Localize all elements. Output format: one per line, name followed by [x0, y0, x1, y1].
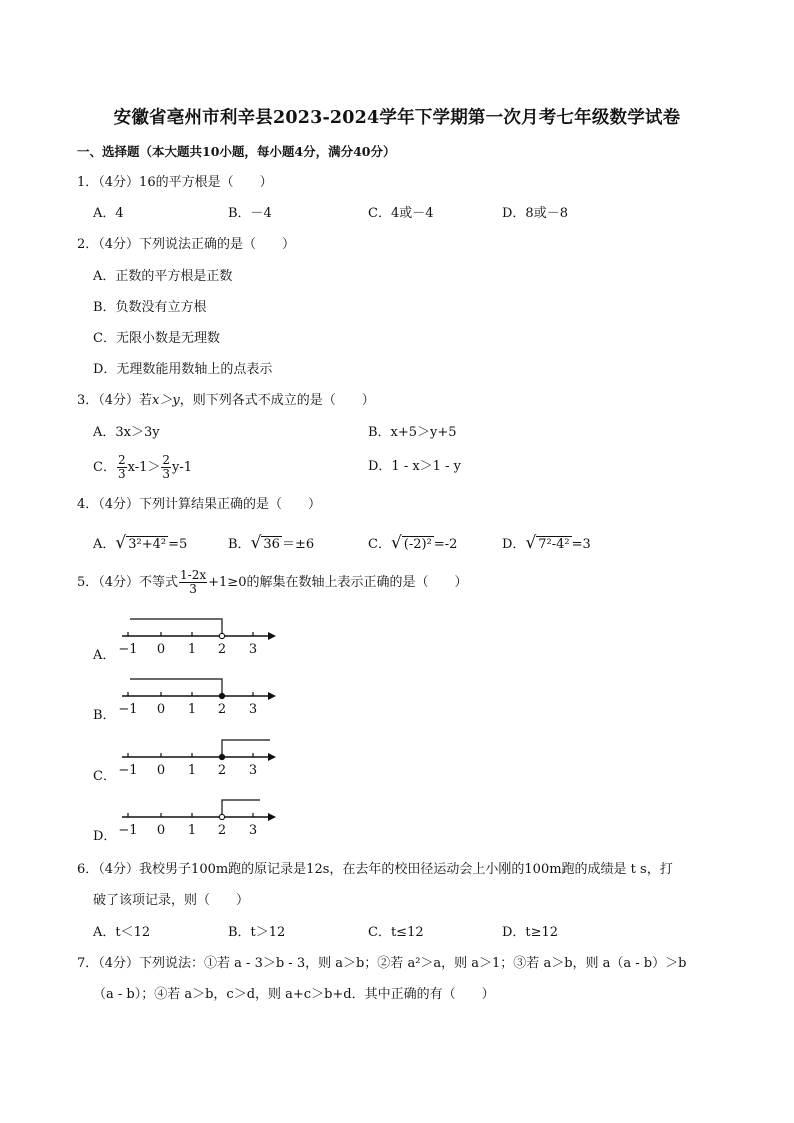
q1-option-c: C．4或－4: [368, 206, 434, 221]
q3-option-a: A．3x＞3y: [93, 425, 160, 440]
question-3-stem: [77, 392, 375, 410]
q3-stem-prefix: 3．（4分）若: [77, 393, 153, 408]
q6-option-d: D．t≥12: [502, 925, 559, 940]
q3-fraction-right: $\frac{2}{3}$: [162, 453, 171, 481]
q5-option-label: D．: [93, 829, 117, 844]
tick-label: 3: [248, 642, 258, 657]
q5-option-label: C．: [93, 769, 116, 784]
tick-label: 3: [248, 763, 258, 778]
tick-label: 3: [248, 702, 258, 717]
q1-option-b: B．－4: [228, 206, 272, 221]
closed-dot-icon: [219, 754, 224, 759]
axis-arrow-icon: [268, 753, 276, 761]
solution-ray: [222, 800, 260, 817]
q2-option-a: A．正数的平方根是正数: [93, 269, 233, 284]
q5-option-label: B．: [93, 708, 116, 723]
q3-stem-suffix: ，则下列各式不成立的是（ ）: [179, 393, 375, 408]
open-dot-icon: [219, 814, 224, 819]
tick-label: 2: [217, 702, 227, 717]
tick-label: 0: [156, 763, 166, 778]
tick-label: 2: [217, 642, 227, 657]
q4-option-d: D．√ 7²-4² =3: [502, 533, 591, 553]
axis-arrow-icon: [268, 632, 276, 640]
q3-condition: x＞y: [152, 393, 180, 408]
q3-option-b: B．x+5＞y+5: [368, 425, 457, 440]
number-line-3: [110, 793, 280, 827]
section-heading: 一、选择题（本大题共10小题，每小题4分，满分40分）: [77, 144, 396, 159]
q2-option-d: D．无理数能用数轴上的点表示: [93, 362, 273, 377]
q5-fraction: $\frac{1-2x}{3}$: [180, 568, 207, 596]
tick-label: −1: [118, 642, 138, 657]
question-5-stem: 5．（4分）不等式 $\frac{1-2x}{3}$ +1≥0的解集在数轴上表示正确的是（ ）: [77, 568, 468, 596]
tick-label: 1: [187, 642, 197, 657]
solution-ray: [130, 619, 222, 636]
q2-option-b: B．负数没有立方根: [93, 300, 207, 315]
q2-option-c: C．无限小数是无理数: [93, 331, 220, 346]
sqrt-icon: √: [525, 533, 537, 553]
tick-label: −1: [118, 763, 138, 778]
q3-option-d: D．1 - x＞1 - y: [368, 459, 461, 474]
closed-dot-icon: [219, 693, 224, 698]
q3-option-c: [93, 450, 192, 486]
tick-label: 2: [217, 763, 227, 778]
solution-ray: [222, 740, 270, 757]
q4-option-a: A．√ 3²+4² =5: [93, 533, 188, 553]
sqrt-icon: √: [250, 533, 262, 553]
question-6-line1: 6．（4分）我校男子100m跑的原记录是12s，在去年的校田径运动会上小刚的100m跑的成绩是 t s，打: [77, 862, 673, 877]
q3-fraction-left: $\frac{2}{3}$: [117, 453, 126, 481]
number-line-2: [110, 733, 280, 767]
open-dot-icon: [219, 633, 224, 638]
tick-label: 1: [187, 763, 197, 778]
number-line-1: [110, 672, 280, 706]
axis-arrow-icon: [268, 813, 276, 821]
question-7-line1: 7．（4分）下列说法：①若 a - 3＞b - 3，则 a＞b；②若 a²＞a，则 a＞1；③若 a＞b，则 a（a - b）＞b: [77, 956, 687, 971]
q6-option-b: B．t＞12: [228, 925, 286, 940]
exam-title: 安徽省亳州市利辛县2023-2024学年下学期第一次月考七年级数学试卷: [113, 108, 681, 128]
q3-option-c-left: x-1＞: [127, 460, 161, 475]
tick-label: 2: [217, 823, 227, 838]
q1-option-a: A．4: [93, 206, 124, 221]
q3-option-c-label: C．: [93, 460, 116, 475]
tick-label: 3: [248, 823, 258, 838]
tick-label: 1: [187, 702, 197, 717]
question-7-line2: （a - b）；④若 a＞b，c＞d，则 a+c＞b+d．其中正确的有（ ）: [93, 987, 495, 1002]
q4-option-b: B．√ 36 ＝±6: [228, 533, 315, 553]
tick-label: 0: [156, 823, 166, 838]
q6-option-a: A．t＜12: [93, 925, 151, 940]
question-2-stem: 2．（4分）下列说法正确的是（ ）: [77, 237, 296, 252]
q4-option-c: C．√ (-2)² =-2: [368, 533, 458, 553]
q1-option-d: D．8或－8: [502, 206, 568, 221]
sqrt-icon: √: [390, 533, 402, 553]
number-line-0: [110, 612, 280, 646]
tick-label: 1: [187, 823, 197, 838]
question-1-stem: 1．（4分）16的平方根是（ ）: [77, 175, 273, 190]
tick-label: 0: [156, 642, 166, 657]
tick-label: 0: [156, 702, 166, 717]
solution-ray: [130, 679, 222, 696]
question-6-line2: 破了该项记录，则（ ）: [93, 893, 250, 908]
q6-option-c: C．t≤12: [368, 925, 424, 940]
question-4-stem: 4．（4分）下列计算结果正确的是（ ）: [77, 497, 322, 512]
axis-arrow-icon: [268, 692, 276, 700]
q3-option-c-right: y-1: [172, 460, 193, 475]
tick-label: −1: [118, 702, 138, 717]
sqrt-icon: √: [115, 533, 127, 553]
tick-label: −1: [118, 823, 138, 838]
q5-option-label: A．: [93, 648, 116, 663]
